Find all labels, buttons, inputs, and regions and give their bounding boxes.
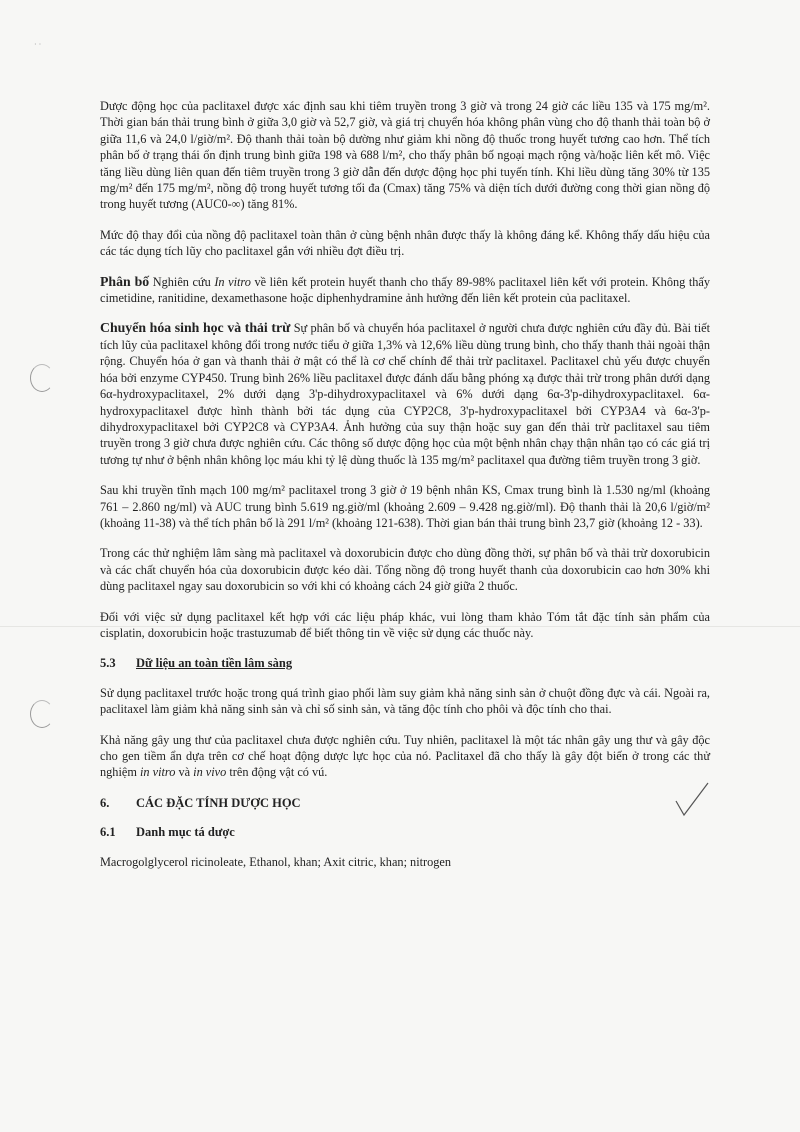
metabolism-heading: Chuyển hóa sinh học và thải trừ xyxy=(100,320,291,336)
section-5-3-heading xyxy=(100,655,710,671)
document-body xyxy=(100,98,710,884)
paragraph-excipients: Macrogolglycerol ricinoleate, Ethanol, khan; Axit citric, khan; nitrogen xyxy=(100,854,452,869)
section-6-1-number: 6.1 xyxy=(100,825,116,840)
section-6-title: CÁC ĐẶC TÍNH DƯỢC HỌC xyxy=(136,795,301,810)
section-5-3-title: Dữ liệu an toàn tiền lâm sàng xyxy=(136,656,293,671)
section-6-1-heading xyxy=(100,824,710,840)
distribution-text-b: về liên kết protein huyết thanh cho thấy 89-98% paclitaxel liên kết với protein. Không thấy cimetidine, ranitidine, dexamethasone hoặc diphenhydramine ảnh hưởng đến liên kết protein của paclitaxel. xyxy=(100,274,710,306)
paragraph-fertility: Sử dụng paclitaxel trước hoặc trong quá trình giao phối làm suy giảm khả năng sinh sản ở chuột đồng đực và cái. Ngoài ra, paclitaxel làm giảm khả năng sinh sản và chỉ số sinh sản, và tăng độc tính cho phôi và độc tính cho thai. xyxy=(100,685,710,717)
carcinogenicity-text-c: trên động vật có vú. xyxy=(226,765,328,780)
paragraph-doxorubicin: Trong các thử nghiệm lâm sàng mà paclitaxel và doxorubicin được cho dùng đồng thời, sự phân bố và thải trừ doxorubicin và các chất chuyển hóa của doxorubicin được kéo dài. Tổng nồng độ trong huyết thanh của doxorubicin cao hơn 30% khi dùng paclitaxel ngay sau doxorubicin so với khi có khoảng cách 24 giờ giữa 2 thuốc. xyxy=(100,546,710,594)
carcinogenicity-in-vitro: in vitro xyxy=(139,765,176,780)
paragraph-carcinogenicity xyxy=(100,732,710,781)
section-5-3-number: 5.3 xyxy=(100,656,116,671)
paragraph-pharmacokinetics: Dược động học của paclitaxel được xác định sau khi tiêm truyền trong 3 giờ và trong 24 giờ các liều 135 và 175 mg/m². Thời gian bán thải trung bình ở giữa 3,0 giờ và 52,7 giờ, và giá trị chuyển hóa không phân vùng cho độ thanh thải toàn bộ ở giữa 11,6 và 24,0 l/giờ/m². Độ thanh thải toàn bộ dường như giảm khi nồng độ thuốc trong huyết tương cao hơn. Thể tích phân bố ở trạng thái ổn định trung bình giữa 198 và 688 l/m², cho thấy phân bố ngoại mạch rộng và/hoặc liên kết mô. Việc tăng liều dùng liên quan đến tiêm truyền trong 3 giờ dẫn đến dược động học phi tuyến tính. Khi liều dùng tăng 30% từ 135 mg/m² đến 175 mg/m², nồng độ trong huyết tương tối đa (Cmax) tăng 75% và diện tích dưới đường cong thời gian nồng độ trong huyết tương (AUC0-∞) tăng 81%. xyxy=(100,99,710,212)
carcinogenicity-text-a: Khả năng gây ung thư của paclitaxel chưa được nghiên cứu. Tuy nhiên, paclitaxel là một tác nhân gây ung thư và gây độc cho gen tiềm ẩn dựa trên cơ chế hoạt động dược lực học của nó. Paclitaxel đã cho thấy là gây đột biến ở trong các thử nghiệm xyxy=(100,732,710,780)
punch-hole-lower xyxy=(30,700,54,728)
paragraph-distribution xyxy=(100,274,710,307)
distribution-heading: Phân bố xyxy=(100,273,150,289)
punch-hole-upper xyxy=(30,364,54,392)
metabolism-text: Sự phân bố và chuyển hóa paclitaxel ở người chưa được nghiên cứu đầy đủ. Bài tiết tích lũy của paclitaxel không đổi trong nước tiểu ở giữa 1,3% và 12,6% liều dùng trung bình, cho thấy thanh thải ngoài thận rộng. Chuyển hóa ở gan và thanh thải ở mật có thể là cơ chế chính để thải trừ paclitaxel. Paclitaxel chủ yếu được chuyển hóa bởi enzyme CYP450. Trung bình 26% liều paclitaxel được đánh dấu bằng phóng xạ được thải trừ trong phân dưới dạng 6α-hydroxypaclitaxel, 2% dưới dạng 3'p-dihydroxypaclitaxel và 6% dưới dạng 6α-3'p-dihydroxypaclitaxel. 6α-hydroxypaclitaxel được hình thành bởi tác dụng của CYP2C8, 3'p-hydroxypaclitaxel bởi CYP3A4 và 6α-3'p-dihydroxypaclitaxel bởi CYP2C8 và CYP3A4. Ảnh hưởng của suy thận hoặc suy gan đến thải trừ paclitaxel sau tiêm truyền trong 3 giờ chưa được nghiên cứu. Các thông số dược động học của một bệnh nhân chạy thận nhân tạo có các giá trị tương tự như ở bệnh nhân không lọc máu khi tỷ lệ dùng thuốc là 135 mg/m² paclitaxel qua đường tiêm truyền trong 3 giờ. xyxy=(100,321,710,467)
paragraph-metabolism xyxy=(100,320,710,468)
paragraph-ks-patients: Sau khi truyền tĩnh mạch 100 mg/m² paclitaxel trong 3 giờ ở 19 bệnh nhân KS, Cmax trung bình là 1.530 ng/ml (khoảng 761 – 2.860 ng/ml) và AUC trung bình 5.619 ng.giờ/ml (khoảng 2.609 – 9.428 ng.giờ/ml). Độ thanh thải là 20,6 l/giờ/m² (khoảng 11-38) và thể tích phân bố là 291 l/m² (khoảng 121-638). Thời gian bán thải trung bình 23,7 giờ (khoảng 12 - 33). xyxy=(100,483,710,530)
paragraph-combination: Đối với việc sử dụng paclitaxel kết hợp với các liệu pháp khác, vui lòng tham khảo Tóm tắt đặc tính sản phẩm của cisplatin, doxorubicin hoặc trastuzumab để biết thông tin về việc sử dụng các thuốc này. xyxy=(100,609,710,640)
carcinogenicity-in-vivo: in vivo xyxy=(193,765,227,780)
scan-specks: · · xyxy=(34,40,42,49)
carcinogenicity-text-b: và xyxy=(175,765,194,780)
distribution-text-a: Nghiên cứu xyxy=(149,274,215,289)
section-6-number: 6. xyxy=(100,795,110,810)
section-6-1-title: Danh mục tá dược xyxy=(136,825,235,840)
distribution-in-vitro: In vitro xyxy=(214,274,251,289)
section-6-heading xyxy=(100,795,710,811)
handwritten-check-mark xyxy=(672,781,712,821)
paragraph-variability: Mức độ thay đổi của nồng độ paclitaxel toàn thân ở cùng bệnh nhân được thấy là không đáng kể. Không thấy dấu hiệu của các tác dụng tích lũy cho paclitaxel gắn với nhiều đợt điều trị. xyxy=(100,227,710,259)
